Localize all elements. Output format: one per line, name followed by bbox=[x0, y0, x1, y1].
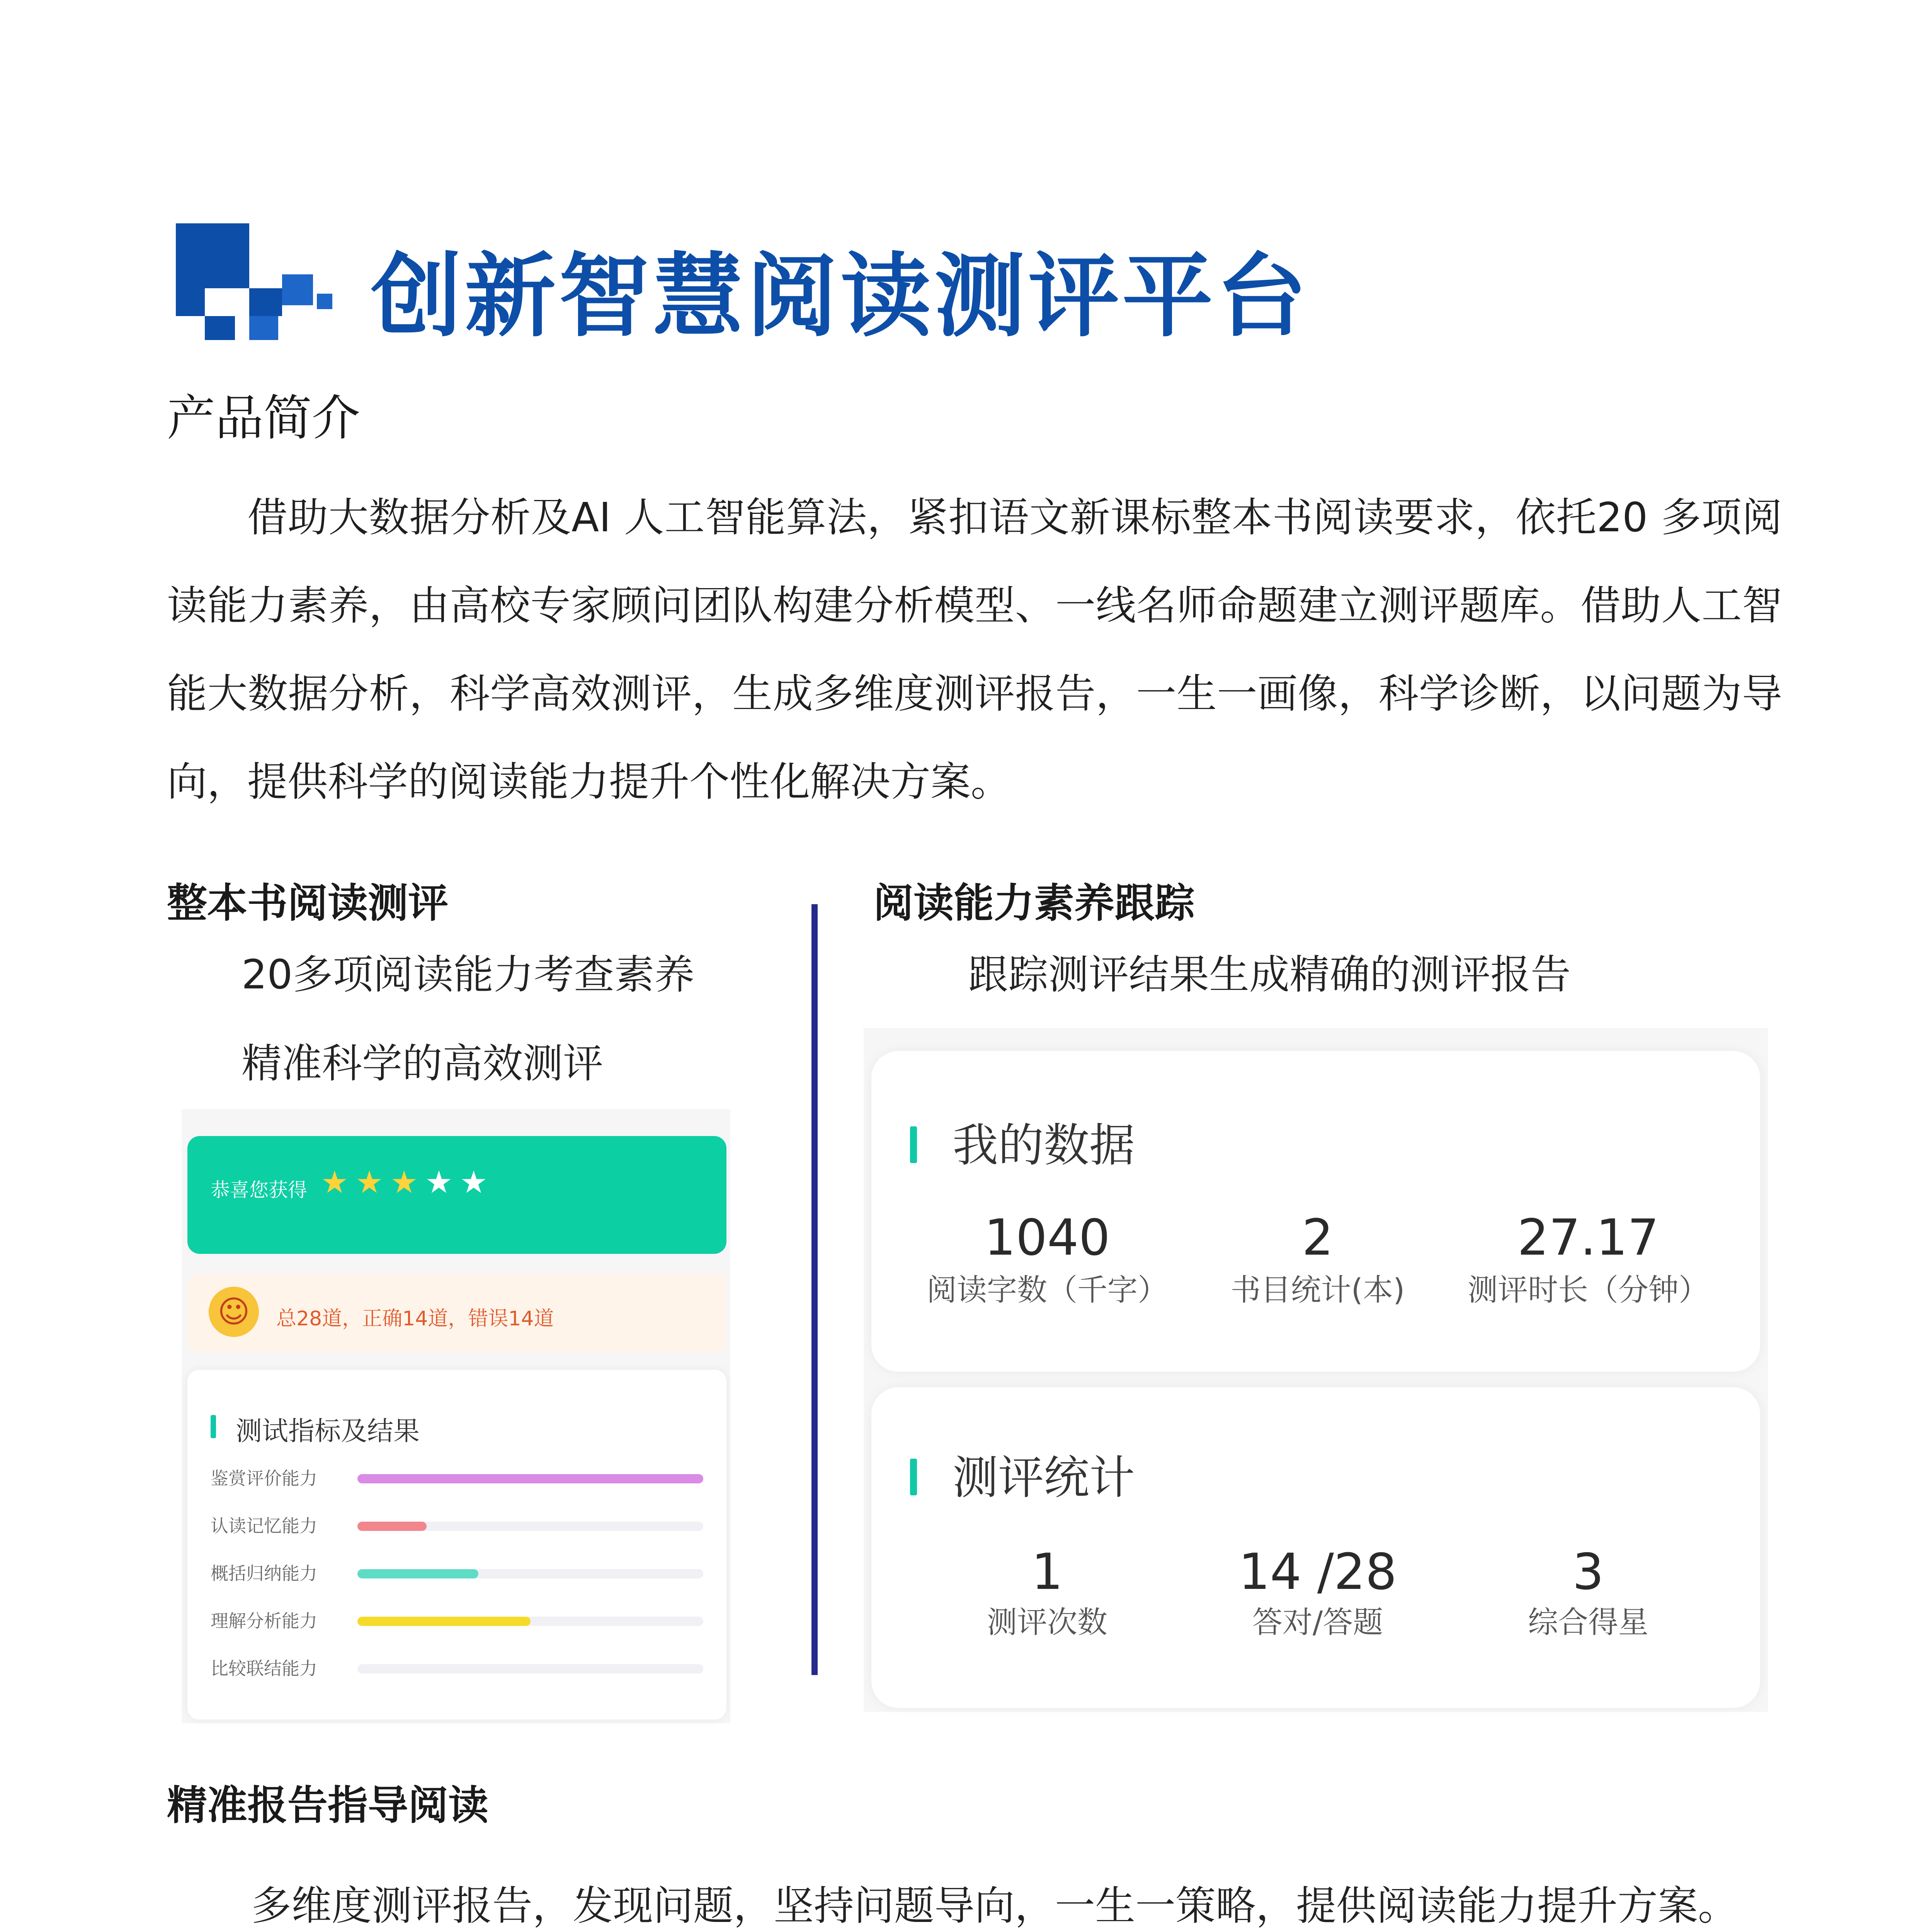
bar-track bbox=[357, 1474, 703, 1483]
stat-label: 测评次数 bbox=[987, 1605, 1107, 1640]
bar-fill bbox=[357, 1474, 703, 1483]
stat-label: 综合得星 bbox=[1528, 1605, 1648, 1640]
report-text: 多维度测评报告，发现问题，坚持问题导向，一生一策略，提供阅读能力提升方案。 bbox=[251, 1882, 1738, 1929]
accent-bar bbox=[910, 1126, 917, 1163]
stat-label: 答对/答题 bbox=[1252, 1605, 1383, 1640]
bar-label: 鉴赏评价能力 bbox=[211, 1468, 317, 1489]
star-filled-icon: ★ bbox=[356, 1164, 383, 1200]
stat-value: 3 bbox=[1572, 1543, 1604, 1601]
congrats-text: 恭喜您获得 bbox=[211, 1179, 307, 1201]
score-summary-text: 总28道，正确14道，错误14道 bbox=[276, 1307, 554, 1330]
eval-stats-title: 测评统计 bbox=[953, 1451, 1135, 1504]
bar-track bbox=[357, 1664, 703, 1673]
stat-value: 27.17 bbox=[1517, 1209, 1659, 1267]
intro-paragraph: 借助大数据分析及AI 人工智能算法，紧扣语文新课标整本书阅读要求，依托20 多项阅读能力素养，由高校专家顾问团队构建分析模型、一线名师命题建立测评题库。借助人工智能大数据分析，科学高效测评，生成多维度测评报告，一生一画像，科学诊断，以问题为导向，提供科学的阅读能力提升个性化解决方案。 bbox=[167, 494, 1782, 805]
star-filled-icon: ★ bbox=[321, 1164, 349, 1200]
stat-label: 书目统计(本) bbox=[1230, 1273, 1405, 1308]
accent-bar bbox=[910, 1459, 917, 1495]
bar-label: 概括归纳能力 bbox=[211, 1563, 317, 1584]
bar-label: 比较联结能力 bbox=[211, 1658, 317, 1679]
intro-heading: 产品简介 bbox=[167, 390, 360, 446]
bar-label: 理解分析能力 bbox=[211, 1611, 317, 1631]
stat-value: 1040 bbox=[984, 1209, 1110, 1267]
bar-fill bbox=[357, 1569, 478, 1578]
star-filled-icon: ★ bbox=[390, 1164, 418, 1200]
bar-fill bbox=[357, 1617, 531, 1626]
bar-track bbox=[357, 1617, 703, 1626]
feature-line-1: 20多项阅读能力考查素养 bbox=[242, 951, 695, 998]
section-heading-report: 精准报告指导阅读 bbox=[167, 1782, 489, 1829]
bar-track bbox=[357, 1522, 703, 1531]
metric-title: 测试指标及结果 bbox=[236, 1416, 420, 1447]
stat-label: 测评时长（分钟） bbox=[1467, 1273, 1709, 1308]
bar-fill bbox=[357, 1522, 427, 1531]
feature-line-2: 精准科学的高效测评 bbox=[242, 1040, 604, 1087]
vertical-divider bbox=[811, 904, 818, 1675]
bar-label: 认读记忆能力 bbox=[211, 1515, 317, 1536]
star-empty-icon: ★ bbox=[425, 1164, 453, 1200]
accent-bar bbox=[211, 1415, 216, 1438]
section-heading-tracking: 阅读能力素养跟踪 bbox=[873, 879, 1195, 927]
page-title: 创新智慧阅读测评平台 bbox=[371, 244, 1310, 349]
emoji-face-icon: ☺ bbox=[209, 1287, 259, 1337]
stat-label: 阅读字数（千字） bbox=[926, 1273, 1168, 1308]
stat-value: 2 bbox=[1302, 1209, 1334, 1267]
section-heading-whole-book: 整本书阅读测评 bbox=[167, 879, 449, 927]
my-data-title: 我的数据 bbox=[953, 1119, 1135, 1172]
stat-value: 14 /28 bbox=[1238, 1543, 1397, 1601]
star-empty-icon: ★ bbox=[460, 1164, 488, 1200]
stat-value: 1 bbox=[1031, 1543, 1063, 1601]
tracking-subtitle: 跟踪测评结果生成精确的测评报告 bbox=[968, 951, 1571, 998]
bar-track bbox=[357, 1569, 703, 1578]
